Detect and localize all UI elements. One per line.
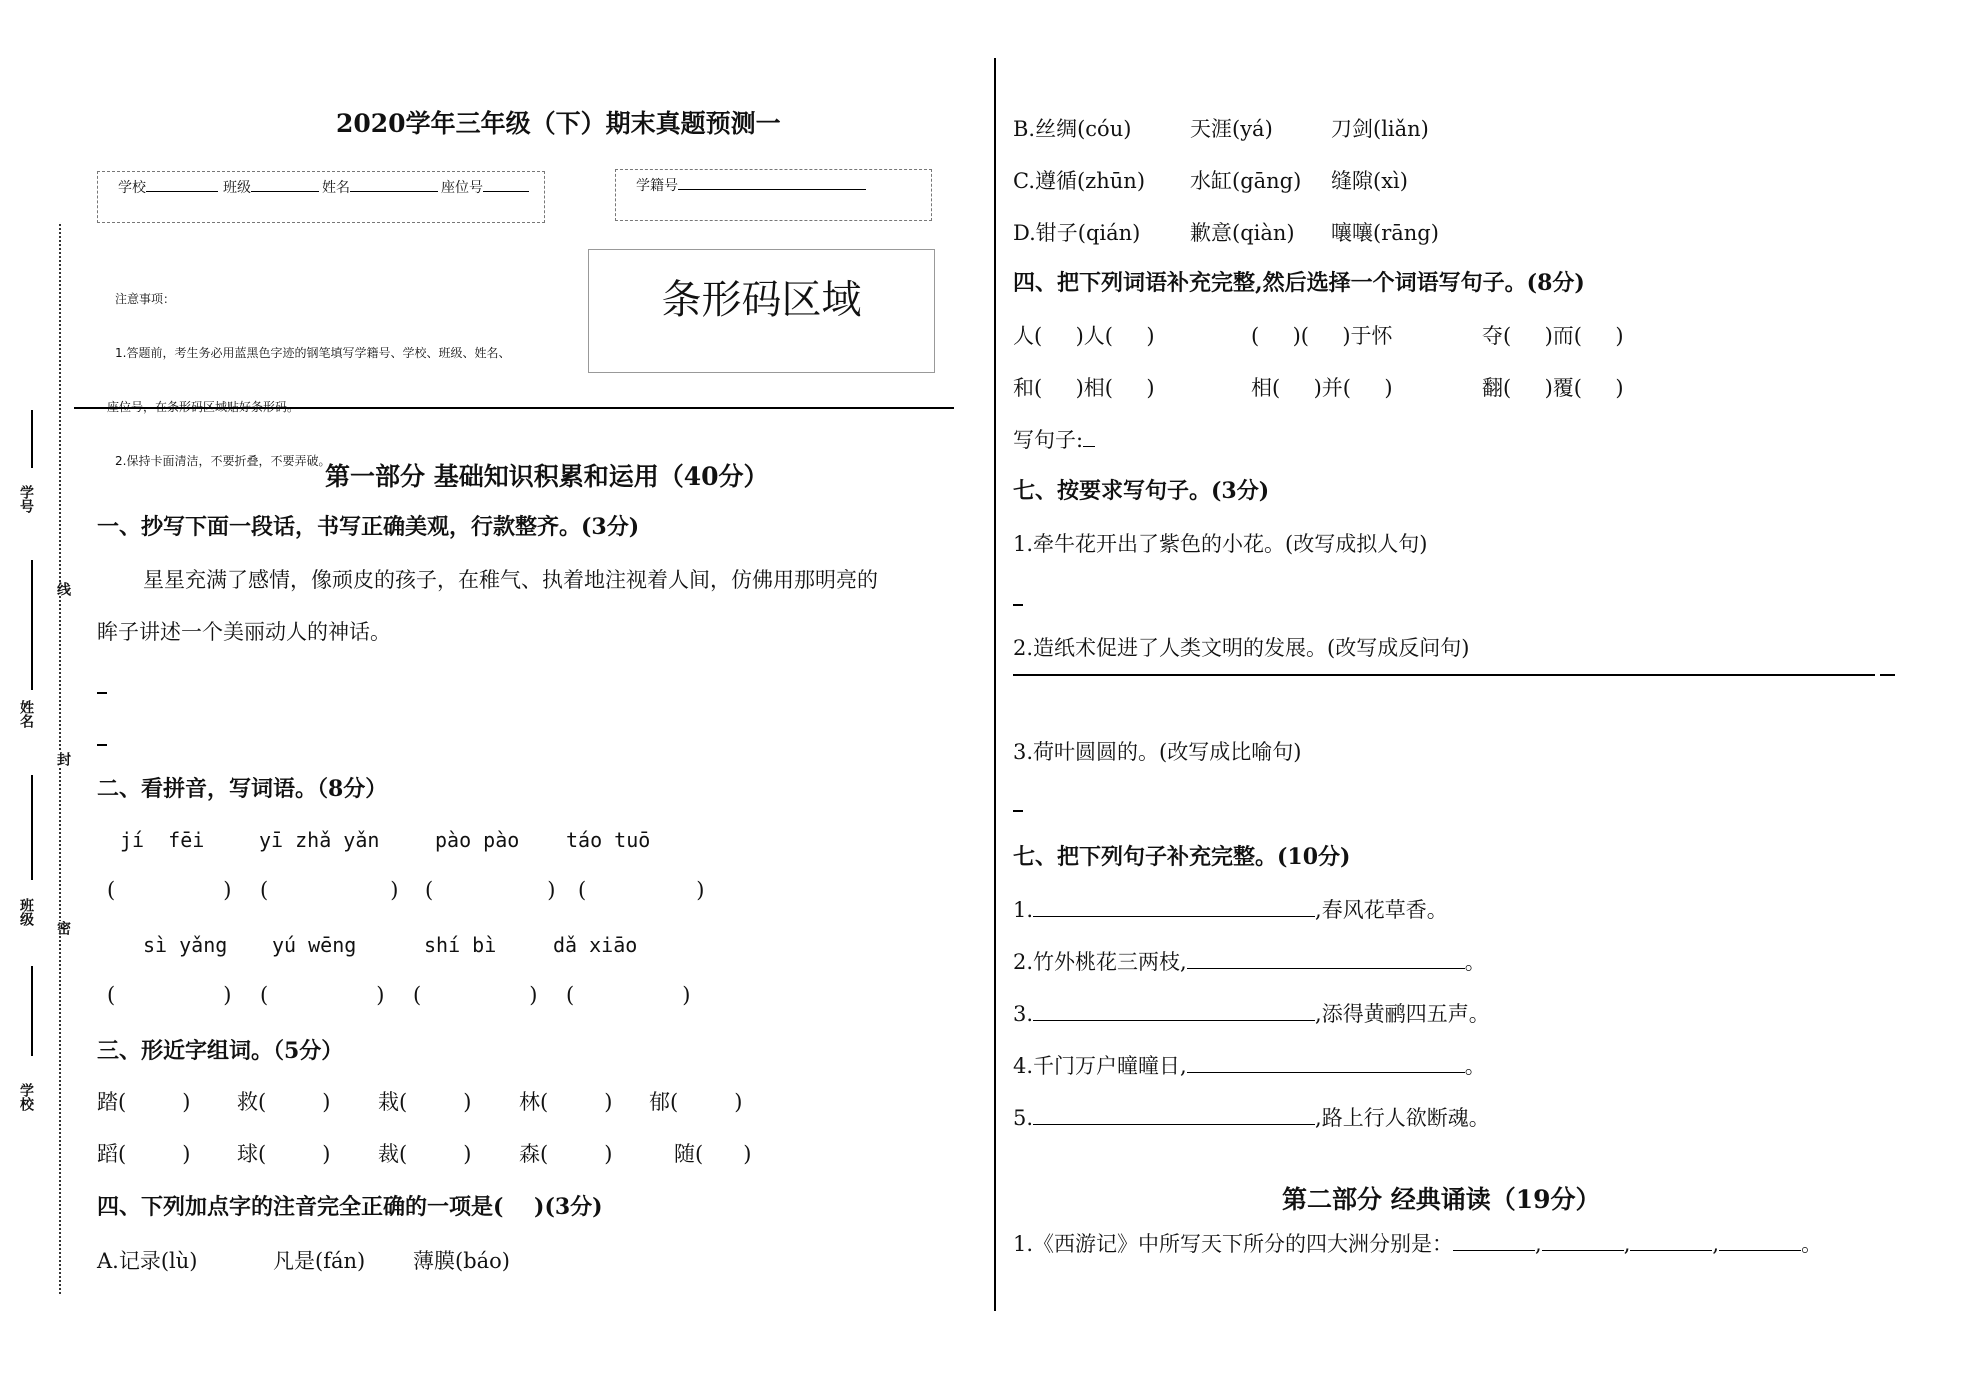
word-group-item[interactable]: 蹈( ) xyxy=(97,1142,191,1166)
student-id-box xyxy=(615,169,932,221)
q6-sentence-1: 1.牵牛花开出了紫色的小花。(改写成拟人句) xyxy=(1013,532,1428,556)
pinyin-answer-box[interactable]: ( ) xyxy=(260,878,399,902)
answer-line-stub[interactable] xyxy=(97,744,107,746)
poem-fill-item[interactable]: 2.竹外桃花三两枝, 。 xyxy=(1013,950,1486,974)
idiom-item[interactable]: 人( )人( ) xyxy=(1013,324,1155,348)
poem-fill-item[interactable]: 4.千门万户曈曈日, 。 xyxy=(1013,1054,1486,1078)
notice-line: 1.答题前，考生务必用蓝黑色字迹的钢笔填写学籍号、学校、班级、姓名、 xyxy=(115,346,511,360)
q6-sentence-3: 3.荷叶圆圆的。(改写成比喻句) xyxy=(1013,740,1302,764)
idiom-item[interactable]: 夺( )而( ) xyxy=(1482,324,1624,348)
seat-label: 座位号 xyxy=(441,180,483,196)
part2-q1[interactable]: 1.《西游记》中所写天下所分的四大洲分别是： , , , 。 xyxy=(1013,1232,1823,1256)
option-a-item: 凡是(fán) xyxy=(273,1249,366,1273)
binding-mark xyxy=(31,560,33,690)
q4-title: 四、下列加点字的注音完全正确的一项是( )(3分) xyxy=(97,1194,603,1220)
notice-line: 2.保持卡面清洁，不要折叠，不要弄破。 xyxy=(115,454,331,468)
barcode-area xyxy=(588,249,935,373)
binding-mark xyxy=(31,966,33,1056)
binding-mark xyxy=(31,775,33,880)
q6-title: 七、按要求写句子。(3分) xyxy=(1013,478,1270,504)
exam-title: 2020学年三年级（下）期末真题预测一 xyxy=(336,109,781,138)
pinyin-answer-box[interactable]: ( ) xyxy=(566,983,691,1007)
seat-field[interactable] xyxy=(441,177,529,197)
word-group-item[interactable]: 林( ) xyxy=(519,1090,613,1114)
word-group-item[interactable]: 随( ) xyxy=(674,1142,752,1166)
q1-passage-line2: 眸子讲述一个美丽动人的神话。 xyxy=(97,620,391,644)
option-a-item: 薄膜(báo) xyxy=(413,1249,510,1273)
q7-title: 七、把下列句子补充完整。(10分) xyxy=(1013,844,1351,870)
idiom-item[interactable]: ( )( )于怀 xyxy=(1251,324,1393,348)
pinyin-item: pào pào xyxy=(435,828,520,852)
pinyin-item: sì yǎng xyxy=(143,933,228,957)
word-group-item[interactable]: 森( ) xyxy=(519,1142,613,1166)
answer-line-stub[interactable] xyxy=(1013,604,1023,606)
pinyin-answer-box[interactable]: ( ) xyxy=(107,878,232,902)
student-id-label: 学籍号 xyxy=(636,178,678,194)
poem-fill-item[interactable]: 3. ,添得黄鹂四五声。 xyxy=(1013,1002,1490,1026)
part1-title: 第一部分 基础知识积累和运用（40分） xyxy=(325,462,769,491)
pinyin-item: táo tuō xyxy=(566,828,651,852)
pinyin-item: yī zhǎ yǎn xyxy=(259,828,380,852)
class-label: 班级 xyxy=(223,180,251,196)
pinyin-answer-box[interactable]: ( ) xyxy=(413,983,538,1007)
q5-title: 四、把下列词语补充完整,然后选择一个词语写句子。(8分) xyxy=(1013,270,1585,296)
option-b-item: B.丝绸(cóu) xyxy=(1013,117,1132,141)
pinyin-answer-box[interactable]: ( ) xyxy=(260,983,385,1007)
q6-sentence-2: 2.造纸术促进了人类文明的发展。(改写成反问句) xyxy=(1013,636,1470,660)
idiom-item[interactable]: 翻( )覆( ) xyxy=(1482,376,1624,400)
binding-student-no: 学号 xyxy=(18,485,34,513)
pinyin-item: yú wēng xyxy=(272,933,357,957)
answer-line[interactable] xyxy=(1013,674,1875,676)
option-c-item: 缝隙(xì) xyxy=(1331,169,1408,193)
pinyin-item: jí fēi xyxy=(120,828,205,852)
option-c-item: C.遵循(zhūn) xyxy=(1013,169,1146,193)
idiom-item[interactable]: 和( )相( ) xyxy=(1013,376,1155,400)
word-group-item[interactable]: 郁( ) xyxy=(649,1090,743,1114)
write-sentence-field[interactable] xyxy=(1013,424,1095,454)
name-field[interactable] xyxy=(322,177,438,197)
binding-mark xyxy=(31,410,33,468)
student-id-field[interactable] xyxy=(636,175,866,195)
q1-passage-line1: 星星充满了感情，像顽皮的孩子，在稚气、执着地注视着人间，仿佛用那明亮的 xyxy=(143,568,878,592)
write-sentence-label: 写句子: xyxy=(1013,428,1084,452)
option-b-item: 天涯(yá) xyxy=(1190,117,1273,141)
part2-title: 第二部分 经典诵读（19分） xyxy=(1282,1185,1601,1214)
option-b-item: 刀剑(liǎn) xyxy=(1331,117,1429,141)
q1-title: 一、抄写下面一段话，书写正确美观，行款整齐。(3分) xyxy=(97,514,640,540)
binding-class: 班级 xyxy=(18,898,34,926)
binding-seal-word: 封 xyxy=(55,752,71,766)
answer-line-stub[interactable] xyxy=(1880,674,1895,676)
idiom-item[interactable]: 相( )并( ) xyxy=(1251,376,1393,400)
answer-line-stub[interactable] xyxy=(1013,810,1023,812)
notice-heading: 注意事项： xyxy=(115,292,176,306)
word-group-item[interactable]: 球( ) xyxy=(237,1142,331,1166)
pinyin-answer-box[interactable]: ( ) xyxy=(578,878,705,902)
column-divider xyxy=(994,58,996,1311)
word-group-item[interactable]: 栽( ) xyxy=(378,1090,472,1114)
answer-line-stub[interactable] xyxy=(97,692,107,694)
school-label: 学校 xyxy=(118,180,146,196)
option-c-item: 水缸(gāng) xyxy=(1190,169,1302,193)
pinyin-answer-box[interactable]: ( ) xyxy=(107,983,232,1007)
q2-title: 二、看拼音，写词语。（8分） xyxy=(97,776,388,802)
header-divider xyxy=(74,407,954,409)
option-d-item: D.钳子(qián) xyxy=(1013,221,1141,245)
word-group-item[interactable]: 裁( ) xyxy=(378,1142,472,1166)
word-group-item[interactable]: 踏( ) xyxy=(97,1090,191,1114)
word-group-item[interactable]: 救( ) xyxy=(237,1090,331,1114)
class-field[interactable] xyxy=(223,177,319,197)
option-a-item: A.记录(lù) xyxy=(97,1249,198,1273)
binding-secret-word: 密 xyxy=(55,921,71,935)
notice-block xyxy=(107,253,510,488)
binding-name: 姓名 xyxy=(18,700,34,728)
barcode-label: 条形码区域 xyxy=(661,277,862,323)
binding-school: 学校 xyxy=(18,1083,34,1111)
name-label: 姓名 xyxy=(322,180,350,196)
poem-fill-item[interactable]: 5. ,路上行人欲断魂。 xyxy=(1013,1106,1490,1130)
student-info-box xyxy=(97,171,545,223)
option-d-item: 歉意(qiàn) xyxy=(1190,221,1295,245)
option-d-item: 嚷嚷(rāng) xyxy=(1331,221,1439,245)
school-field[interactable] xyxy=(118,177,218,197)
pinyin-answer-box[interactable]: ( ) xyxy=(425,878,556,902)
part2-q1-text: 1.《西游记》中所写天下所分的四大洲分别是： xyxy=(1013,1232,1454,1256)
binding-line-word: 线 xyxy=(55,582,71,596)
poem-fill-item[interactable]: 1. ,春风花草香。 xyxy=(1013,898,1448,922)
q3-title: 三、形近字组词。（5分） xyxy=(97,1038,344,1064)
pinyin-item: shí bì xyxy=(424,933,497,957)
pinyin-item: dǎ xiāo xyxy=(553,933,638,957)
